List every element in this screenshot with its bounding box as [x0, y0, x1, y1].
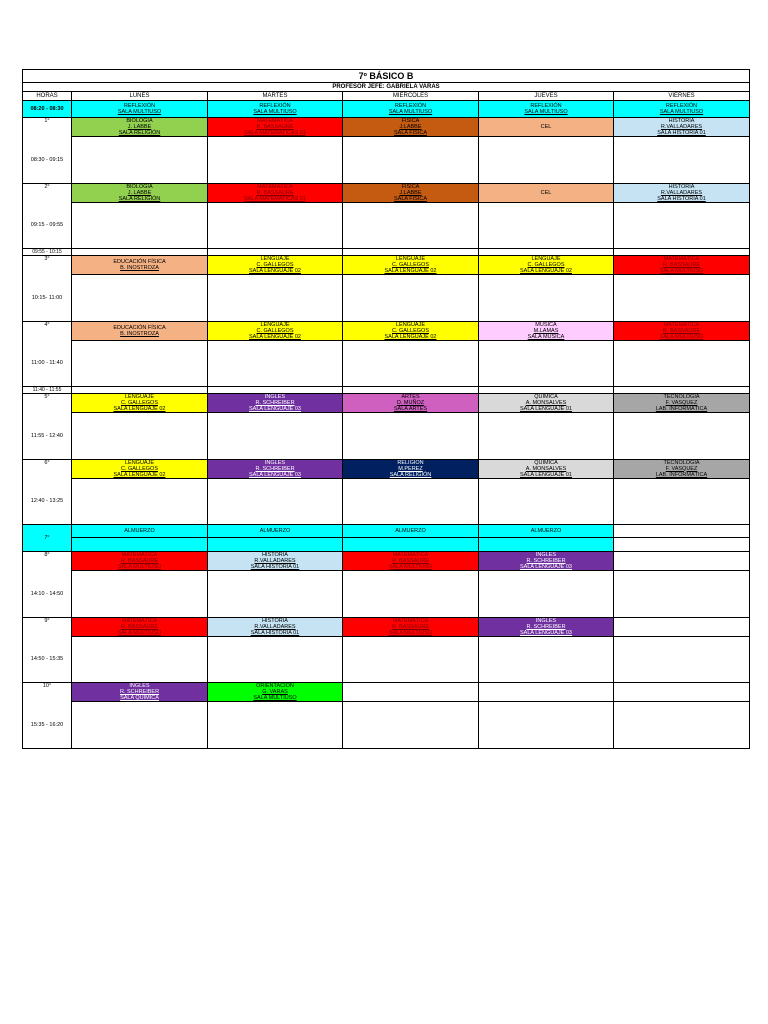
- time-cell: 14:50 - 15:35: [23, 636, 72, 683]
- lunch-fill: [479, 538, 614, 552]
- subject-label: LENGUAJE: [531, 256, 561, 262]
- empty-cell: [72, 702, 208, 749]
- room-label: SALA MATEMATICAS 01: [244, 130, 306, 136]
- class-cell: [479, 118, 614, 137]
- time-cell: 10:15- 11:00: [23, 275, 72, 322]
- room-label: SALA HISTORIA 01: [250, 564, 300, 570]
- empty-cell: [479, 249, 614, 256]
- class-cell: [208, 118, 343, 137]
- empty-cell: [479, 636, 614, 683]
- class-cell: [343, 683, 479, 702]
- class-cell: [479, 321, 614, 340]
- empty-cell: [72, 478, 208, 525]
- teacher-label: C. GALLEGOS: [527, 262, 565, 268]
- subject-label: LENGUAJE: [260, 321, 290, 328]
- subject-label: CEL: [540, 189, 552, 196]
- time-cell: 11:55 - 12:40: [23, 413, 72, 460]
- subject-label: LENGUAJE: [395, 321, 426, 328]
- teacher-label: G. VARAS: [262, 689, 288, 695]
- lunch-label: ALMUERZO: [208, 525, 343, 538]
- empty-cell: [208, 636, 343, 683]
- class-cell: [343, 617, 479, 636]
- class-cell: [72, 118, 208, 137]
- room-label: SALA LENGUAJE 02: [384, 333, 437, 340]
- empty-cell: [208, 137, 343, 184]
- break-row: [23, 387, 750, 394]
- subject-label: MATEMÁTICA: [257, 118, 293, 124]
- teacher-label: R. BASSAURE: [392, 623, 429, 630]
- room-label: SALA ARTES: [393, 406, 428, 412]
- class-cell: [343, 459, 479, 478]
- teacher-label: SALA MULTIUSO: [524, 109, 568, 115]
- subject-label: TECNOLOGÍA: [663, 459, 700, 466]
- subject-label: INGLÉS: [264, 394, 286, 400]
- empty-cell: [343, 249, 479, 256]
- subject-label: BIOLOGÍA: [126, 118, 153, 124]
- schedule-row: [23, 552, 750, 571]
- teacher-label: R.VALLADARES: [254, 623, 296, 630]
- class-cell: [614, 617, 750, 636]
- room-label: LAB. INFORMÁTICA: [655, 406, 708, 412]
- room-label: SALA HISTORIA 01: [657, 195, 706, 202]
- teacher-label: R. SCHREIBER: [526, 558, 566, 564]
- teacher-label: J. LABBE: [127, 189, 152, 196]
- room-label: SALA LENGUAJE 02: [113, 406, 166, 412]
- empty-cell: [343, 571, 479, 618]
- teacher-label: SALA MULTIUSO: [253, 109, 297, 115]
- period-number: 2°: [23, 183, 72, 202]
- empty-cell: [343, 202, 479, 249]
- class-cell: [479, 683, 614, 702]
- header-tuesday: MARTES: [208, 92, 343, 101]
- subject-label: EDUCACIÓN FÍSICA: [113, 259, 166, 265]
- empty-cell: [614, 249, 750, 256]
- subject-label: ORIENTACIÓN: [256, 683, 294, 689]
- class-cell: [72, 617, 208, 636]
- subject-label: HISTORIA: [668, 183, 695, 190]
- schedule-row-space: [23, 636, 750, 683]
- teacher-label: D. MUÑOZ: [396, 400, 425, 406]
- class-cell: [72, 321, 208, 340]
- class-cell: [479, 617, 614, 636]
- empty-cell: [479, 571, 614, 618]
- time-cell: 15:35 - 16:20: [23, 702, 72, 749]
- class-cell: [614, 321, 750, 340]
- empty-cell: [343, 387, 479, 394]
- room-label: SALA LENGUAJE 03: [249, 471, 301, 478]
- empty-cell: [72, 275, 208, 322]
- empty-cell: [479, 202, 614, 249]
- break-time: 11:40 - 11:55: [23, 387, 72, 394]
- teacher-label: R. BASSAURE: [392, 558, 429, 564]
- class-cell: [614, 552, 750, 571]
- room-label: SALA LENGUAJE 01: [520, 406, 572, 412]
- teacher-label: M.PEREZ: [398, 465, 423, 472]
- sheet-title: 7º BÁSICO B: [23, 70, 750, 83]
- subject-label: REFLEXIÓN: [259, 103, 291, 109]
- schedule-row-space: [23, 702, 750, 749]
- room-label: SALA LENGUAJE 03: [520, 564, 572, 570]
- subject-label: MATEMÁTICA: [121, 617, 158, 624]
- empty-cell: [72, 340, 208, 387]
- lunch-label: ALMUERZO: [343, 525, 479, 538]
- empty-cell: [343, 275, 479, 322]
- header-thursday: JUEVES: [479, 92, 614, 101]
- subject-label: FÍSICA: [401, 183, 420, 190]
- room-label: SALA FISICA: [393, 130, 427, 136]
- teacher-label: F. VASQUEZ: [665, 465, 698, 472]
- schedule-row: [23, 321, 750, 340]
- teacher-label: C. GALLEGOS: [256, 262, 294, 268]
- time-cell: 14:10 - 14:50: [23, 571, 72, 618]
- subject-label: LENGUAJE: [124, 459, 155, 466]
- empty-cell: [614, 525, 750, 538]
- empty-cell: [208, 413, 343, 460]
- class-cell: [479, 101, 614, 118]
- class-cell: [208, 552, 343, 571]
- subject-label: MATEMÁTICA: [121, 552, 158, 558]
- subject-label: INGLÉS: [129, 683, 150, 689]
- teacher-label: R.VALLADARES: [660, 124, 703, 130]
- time-cell: 09:15 - 09:55: [23, 202, 72, 249]
- class-cell: [72, 552, 208, 571]
- schedule-row: [23, 183, 750, 202]
- class-cell: [343, 321, 479, 340]
- teacher-label: R. BASSAURE: [121, 558, 158, 564]
- schedule-table: [22, 69, 750, 749]
- period-number: 9°: [23, 617, 72, 636]
- subject-label: CEL: [540, 124, 552, 130]
- subject-label: HISTORIA: [262, 617, 288, 624]
- class-cell: [479, 394, 614, 413]
- time-cell: 12:40 - 13:25: [23, 478, 72, 525]
- subject-label: EDUCACIÓN FÍSICA: [113, 324, 166, 331]
- subject-label: QUÍMICA: [534, 459, 558, 466]
- empty-cell: [479, 340, 614, 387]
- empty-cell: [479, 413, 614, 460]
- lunch-row: [23, 525, 750, 538]
- period-number: 7°: [23, 525, 72, 552]
- class-cell: [208, 256, 343, 275]
- period-number: 10°: [23, 683, 72, 702]
- teacher-label: J.LABBE: [399, 124, 422, 130]
- subject-label: INGLÉS: [535, 552, 557, 558]
- empty-cell: [343, 636, 479, 683]
- empty-cell: [343, 137, 479, 184]
- empty-cell: [614, 275, 750, 322]
- class-cell: [208, 459, 343, 478]
- empty-cell: [614, 202, 750, 249]
- time-cell: 11:00 - 11:40: [23, 340, 72, 387]
- room-label: SALA MULTIUSO: [659, 268, 704, 274]
- period-number: 3°: [23, 256, 72, 275]
- subject-label: REFLEXIÓN: [665, 103, 698, 109]
- room-label: SALA LENGUAJE 02: [384, 268, 437, 274]
- empty-cell: [614, 478, 750, 525]
- teacher-label: A. MONSALVES: [525, 400, 567, 406]
- teacher-label: R. BASSAURE: [256, 124, 294, 130]
- empty-cell: [479, 702, 614, 749]
- empty-cell: [614, 636, 750, 683]
- period-number: 4°: [23, 321, 72, 340]
- room-label: SALA HISTORIA 01: [250, 629, 300, 636]
- empty-cell: [614, 340, 750, 387]
- schedule-row: [23, 256, 750, 275]
- teacher-label: M.LAMAS: [533, 327, 559, 334]
- empty-cell: [614, 413, 750, 460]
- room-label: SALA LENGUAJE 02: [249, 333, 301, 340]
- empty-cell: [72, 249, 208, 256]
- empty-cell: [479, 275, 614, 322]
- period-number: 8°: [23, 552, 72, 571]
- class-cell: [208, 394, 343, 413]
- teacher-label: R. SCHREIBER: [526, 623, 566, 630]
- class-cell: [614, 118, 750, 137]
- class-cell: [72, 459, 208, 478]
- schedule-row: [23, 118, 750, 137]
- subject-label: MATEMÁTICA: [663, 321, 700, 328]
- class-cell: [343, 552, 479, 571]
- schedule-row-space: [23, 275, 750, 322]
- period-number: 1°: [23, 118, 72, 137]
- class-cell: [343, 101, 479, 118]
- subject-label: MATEMÁTICA: [663, 256, 700, 262]
- schedule-row-space: [23, 340, 750, 387]
- class-cell: [208, 683, 343, 702]
- room-label: SALA MULTIUSO: [253, 695, 297, 701]
- break-row: [23, 249, 750, 256]
- teacher-label: R. SCHREIBER: [255, 400, 295, 406]
- empty-cell: [208, 702, 343, 749]
- room-label: LAB. INFORMÁTICA: [655, 471, 708, 478]
- schedule-row-space: [23, 413, 750, 460]
- subject-label: MATEMÁTICA: [392, 617, 429, 624]
- empty-cell: [343, 413, 479, 460]
- class-cell: [343, 183, 479, 202]
- subject-label: QUÍMICA: [534, 394, 558, 400]
- room-label: SALA MULTIUSO: [388, 564, 433, 570]
- empty-cell: [343, 702, 479, 749]
- class-cell: [208, 183, 343, 202]
- class-cell: [72, 256, 208, 275]
- class-cell: [614, 183, 750, 202]
- lunch-fill: [614, 538, 750, 552]
- room-label: SALA RELIGIÓN: [118, 130, 161, 136]
- schedule-row-space: [23, 137, 750, 184]
- subject-label: LENGUAJE: [395, 256, 426, 262]
- lunch-row: [23, 538, 750, 552]
- teacher-label: SALA MULTIUSO: [659, 109, 704, 115]
- subject-label: MATEMÁTICA: [257, 183, 293, 190]
- class-cell: [72, 183, 208, 202]
- class-cell: [479, 459, 614, 478]
- room-label: SALA LENGUAJE 03: [520, 629, 572, 636]
- header-monday: LUNES: [72, 92, 208, 101]
- teacher-label: R. SCHREIBER: [255, 465, 295, 472]
- teacher-label: B. INOSTROZA: [120, 330, 159, 337]
- teacher-label: R.VALLADARES: [254, 558, 296, 564]
- class-cell: [343, 394, 479, 413]
- subject-label: REFLEXIÓN: [123, 103, 156, 109]
- class-cell: [208, 617, 343, 636]
- empty-cell: [614, 702, 750, 749]
- room-label: SALA MÚSICA: [527, 333, 565, 340]
- empty-cell: [479, 387, 614, 394]
- class-cell: [614, 394, 750, 413]
- teacher-label: J. LABBE: [127, 124, 152, 130]
- class-cell: [343, 118, 479, 137]
- header-hours: HORAS: [23, 92, 72, 101]
- empty-cell: [479, 478, 614, 525]
- time-cell: 08:30 - 09:15: [23, 137, 72, 184]
- schedule-row-space: [23, 571, 750, 618]
- sheet-subtitle: PROFESOR JEFE: GABRIELA VARAS: [23, 83, 750, 92]
- subject-label: LENGUAJE: [124, 394, 155, 400]
- period-number: 6°: [23, 459, 72, 478]
- empty-cell: [72, 636, 208, 683]
- subject-label: ARTES: [401, 394, 420, 400]
- teacher-label: B. INOSTROZA: [120, 265, 159, 271]
- room-label: SALA LENGUAJE 03: [249, 406, 301, 412]
- class-cell: [208, 101, 343, 118]
- subject-label: FÍSICA: [401, 118, 420, 124]
- schedule-row: [23, 394, 750, 413]
- empty-cell: [208, 340, 343, 387]
- class-cell: [479, 552, 614, 571]
- room-label: SALA MULTIUSO: [659, 333, 704, 340]
- subject-label: HISTORIA: [262, 552, 288, 558]
- empty-cell: [208, 387, 343, 394]
- period-number: 5°: [23, 394, 72, 413]
- subject-label: INGLÉS: [535, 617, 557, 624]
- teacher-label: R.VALLADARES: [660, 189, 703, 196]
- empty-cell: [72, 202, 208, 249]
- teacher-label: A. MONSALVES: [525, 465, 567, 472]
- schedule-row-space: [23, 202, 750, 249]
- schedule-row: [23, 459, 750, 478]
- room-label: SALA HISTORIA 01: [657, 130, 706, 136]
- teacher-label: J.LABBE: [399, 189, 422, 196]
- room-label: SALA QUIMICA: [120, 695, 159, 701]
- teacher-label: C. GALLEGOS: [256, 327, 294, 334]
- empty-cell: [72, 413, 208, 460]
- teacher-label: R. BASSAURE: [663, 327, 700, 334]
- empty-cell: [208, 202, 343, 249]
- lunch-fill: [343, 538, 479, 552]
- class-cell: [614, 459, 750, 478]
- schedule-row: [23, 617, 750, 636]
- class-cell: [72, 394, 208, 413]
- schedule-row-space: [23, 478, 750, 525]
- lunch-label: ALMUERZO: [72, 525, 208, 538]
- class-cell: [614, 101, 750, 118]
- lunch-fill: [72, 538, 208, 552]
- room-label: SALA FISICA: [393, 195, 427, 202]
- header-wednesday: MIERCOLES: [343, 92, 479, 101]
- subject-label: LENGUAJE: [260, 256, 290, 262]
- empty-cell: [72, 571, 208, 618]
- teacher-label: C. GALLEGOS: [121, 465, 158, 472]
- time-cell: 08:20 - 08:30: [23, 101, 72, 118]
- empty-cell: [208, 571, 343, 618]
- class-cell: [343, 256, 479, 275]
- class-cell: [614, 683, 750, 702]
- subject-label: RELIGIÓN: [397, 459, 424, 466]
- header-friday: VIERNES: [614, 92, 750, 101]
- subject-label: HISTORIA: [668, 118, 695, 124]
- class-cell: [208, 321, 343, 340]
- lunch-label: ALMUERZO: [479, 525, 614, 538]
- room-label: SALA MULTIUSO: [117, 629, 162, 636]
- empty-cell: [208, 478, 343, 525]
- empty-cell: [208, 249, 343, 256]
- room-label: SALA LENGUAJE 02: [520, 268, 572, 274]
- teacher-label: C. GALLEGOS: [121, 400, 158, 406]
- room-label: SALA LENGUAJE 02: [113, 471, 166, 478]
- subject-label: TECNOLOGÍA: [663, 394, 700, 400]
- empty-cell: [343, 478, 479, 525]
- room-label: SALA MULTIUSO: [388, 629, 433, 636]
- empty-cell: [72, 137, 208, 184]
- header-row: [23, 92, 750, 101]
- subject-label: INGLÉS: [264, 459, 286, 466]
- room-label: SALA MULTIUSO: [117, 564, 162, 570]
- break-time: 09:55 - 10:15: [23, 249, 72, 256]
- subject-label: REFLEXIÓN: [394, 103, 427, 109]
- room-label: SALA LENGUAJE 01: [520, 471, 572, 478]
- schedule-row: [23, 101, 750, 118]
- empty-cell: [614, 387, 750, 394]
- empty-cell: [614, 571, 750, 618]
- subject-label: REFLEXIÓN: [530, 103, 562, 109]
- room-label: SALA LENGUAJE 02: [249, 268, 301, 274]
- teacher-label: R. SCHREIBER: [119, 689, 160, 695]
- class-cell: [479, 183, 614, 202]
- room-label: SALA RELIGIÓN: [389, 471, 432, 478]
- teacher-label: R. BASSAURE: [121, 623, 158, 630]
- empty-cell: [614, 137, 750, 184]
- empty-cell: [343, 340, 479, 387]
- room-label: SALA RELIGIÓN: [118, 195, 161, 202]
- subject-label: BIOLOGÍA: [126, 183, 153, 190]
- teacher-label: SALA MULTIUSO: [117, 109, 162, 115]
- class-cell: [72, 101, 208, 118]
- empty-cell: [208, 275, 343, 322]
- teacher-label: SALA MULTIUSO: [388, 109, 433, 115]
- teacher-label: F. VASQUEZ: [665, 400, 698, 406]
- subject-label: MATEMÁTICA: [392, 552, 429, 558]
- teacher-label: C. GALLEGOS: [392, 327, 429, 334]
- empty-cell: [479, 137, 614, 184]
- teacher-label: R. BASSAURE: [256, 189, 294, 196]
- teacher-label: R. BASSAURE: [663, 262, 700, 268]
- room-label: SALA MATEMATICAS 01: [244, 195, 306, 202]
- empty-cell: [72, 387, 208, 394]
- subject-label: MÚSICA: [535, 321, 557, 328]
- class-cell: [479, 256, 614, 275]
- class-cell: [72, 683, 208, 702]
- schedule-row: [23, 683, 750, 702]
- lunch-fill: [208, 538, 343, 552]
- teacher-label: C. GALLEGOS: [392, 262, 429, 268]
- class-cell: [614, 256, 750, 275]
